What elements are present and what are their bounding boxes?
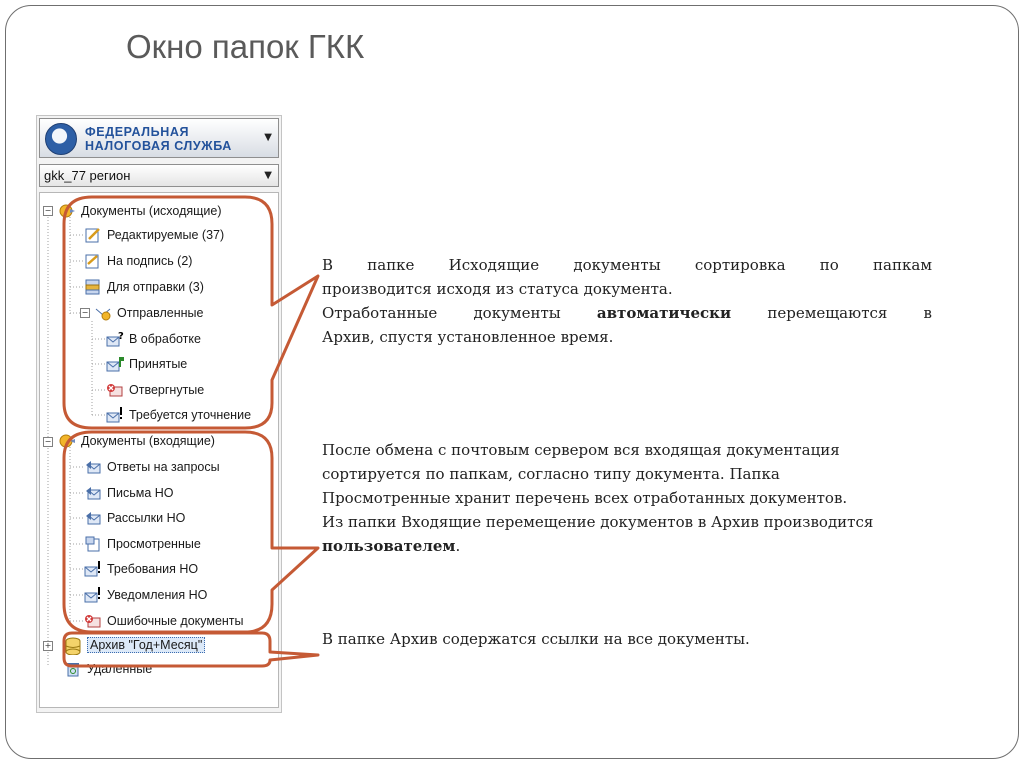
tree-viewed-label: Просмотренные [107, 537, 201, 551]
tree-responses-label: Ответы на запросы [107, 460, 220, 474]
note-outgoing [322, 253, 932, 349]
tree-incoming-label: Документы (входящие) [81, 434, 215, 448]
collapse-incoming-toggle[interactable]: − [44, 437, 52, 446]
tree-incoming[interactable] [58, 431, 215, 451]
archive-database-icon [64, 637, 82, 653]
tree-for-sending[interactable] [84, 277, 204, 297]
tree-outgoing-label: Документы (исходящие) [81, 204, 222, 218]
envelope-rejected-icon [106, 382, 124, 398]
note-outgoing-bold: автоматически [596, 304, 732, 322]
envelope-question-icon [106, 331, 124, 347]
tree-clarification[interactable] [106, 405, 251, 425]
slide-title: Окно папок ГКК [126, 28, 365, 65]
tree-letters[interactable] [84, 483, 174, 503]
folder-outgoing-icon [58, 203, 76, 219]
tree-sent-label: Отправленные [117, 306, 204, 320]
tree-notifications[interactable] [84, 585, 207, 605]
tree-deleted-label: Удаленные [87, 662, 153, 676]
note-incoming-bold: пользователем [322, 537, 456, 555]
note-archive [322, 627, 962, 651]
tree-rejected-label: Отвергнутые [129, 383, 205, 397]
expand-archive-toggle[interactable]: + [44, 641, 52, 650]
note-incoming-line-3: Просмотренные хранит перечень всех отработанных документов. [322, 489, 848, 507]
tree-for-sending-label: Для отправки (3) [107, 280, 204, 294]
brand-selector[interactable] [39, 118, 279, 158]
note-incoming-line-2: сортируется по папкам, согласно типу документа. Папка [322, 465, 780, 483]
tree-mailings-label: Рассылки НО [107, 511, 186, 525]
tree-viewed[interactable] [84, 534, 201, 554]
note-incoming [322, 438, 962, 558]
tree-for-signing[interactable] [84, 251, 192, 271]
tree-archive-label: Архив "Год+Месяц" [87, 637, 205, 653]
envelope-incoming-icon [84, 485, 102, 501]
tree-deleted[interactable] [64, 659, 152, 679]
folder-tree [39, 192, 279, 708]
note-outgoing-line-1: В папке Исходящие документы сортировка по папкам [322, 256, 932, 274]
tree-editable[interactable] [84, 225, 224, 245]
tree-outgoing[interactable] [58, 201, 222, 221]
region-value: gkk_77 регион [44, 168, 131, 183]
note-outgoing-line-3-start: Отработанные документы [322, 304, 561, 322]
tree-requirements[interactable] [84, 559, 198, 579]
envelope-error-icon [84, 613, 102, 629]
chevron-down-icon[interactable]: ▼ [264, 170, 272, 181]
recycle-bin-icon [64, 661, 82, 677]
envelope-exclamation-icon [84, 561, 102, 577]
note-incoming-line-4: Из папки Входящие перемещение документов в Архив производится [322, 513, 874, 531]
envelope-mailing-icon [84, 510, 102, 526]
sent-folder-icon [94, 305, 112, 321]
note-incoming-line-5 [322, 534, 962, 558]
collapse-outgoing-toggle[interactable]: − [44, 206, 52, 215]
viewed-document-icon [84, 536, 102, 552]
note-incoming-line-1: После обмена с почтовым сервером вся входящая документация [322, 441, 840, 459]
sign-document-icon [84, 253, 102, 269]
tree-erroneous[interactable] [84, 611, 244, 631]
tree-erroneous-label: Ошибочные документы [107, 614, 244, 628]
tree-rejected[interactable] [106, 380, 204, 400]
note-outgoing-line-4: Архив, спустя установленное время. [322, 328, 614, 346]
tree-requirements-label: Требования НО [107, 562, 199, 576]
collapse-sent-toggle[interactable]: − [81, 308, 89, 317]
tree-accepted[interactable] [106, 354, 187, 374]
envelope-flag-icon [106, 356, 124, 372]
note-archive-line: В папке Архив содержатся ссылки на все документы. [322, 630, 750, 648]
region-select[interactable] [39, 164, 279, 187]
edit-document-icon [84, 227, 102, 243]
tree-letters-label: Письма НО [107, 486, 174, 500]
tree-mailings[interactable] [84, 508, 185, 528]
note-outgoing-line-3-end: перемещаются в [767, 304, 932, 322]
tree-notifications-label: Уведомления НО [107, 588, 208, 602]
tree-editable-label: Редактируемые (37) [107, 228, 225, 242]
tree-processing-label: В обработке [129, 332, 201, 346]
tree-accepted-label: Принятые [129, 357, 188, 371]
tree-for-signing-label: На подпись (2) [107, 254, 193, 268]
envelope-reply-icon [84, 459, 102, 475]
note-incoming-period: . [455, 537, 461, 555]
chevron-down-icon[interactable]: ▼ [264, 132, 272, 143]
tree-responses[interactable] [84, 457, 220, 477]
brand-line-1: ФЕДЕРАЛЬНАЯ [85, 125, 190, 139]
fns-emblem-icon [45, 123, 77, 155]
tree-sent[interactable] [94, 303, 203, 323]
tree-clarification-label: Требуется уточнение [129, 408, 252, 422]
brand-line-2: НАЛОГОВАЯ СЛУЖБА [85, 139, 232, 153]
envelope-exclamation-icon [106, 407, 124, 423]
note-outgoing-line-2: производится исходя из статуса документа. [322, 280, 673, 298]
folder-incoming-icon [58, 433, 76, 449]
tree-processing[interactable] [106, 329, 201, 349]
note-outgoing-line-3 [322, 301, 932, 325]
tree-archive[interactable] [64, 635, 205, 655]
send-stack-icon [84, 279, 102, 295]
envelope-exclamation-icon [84, 587, 102, 603]
folder-panel [36, 115, 282, 713]
svg-text:?: ? [118, 331, 124, 342]
